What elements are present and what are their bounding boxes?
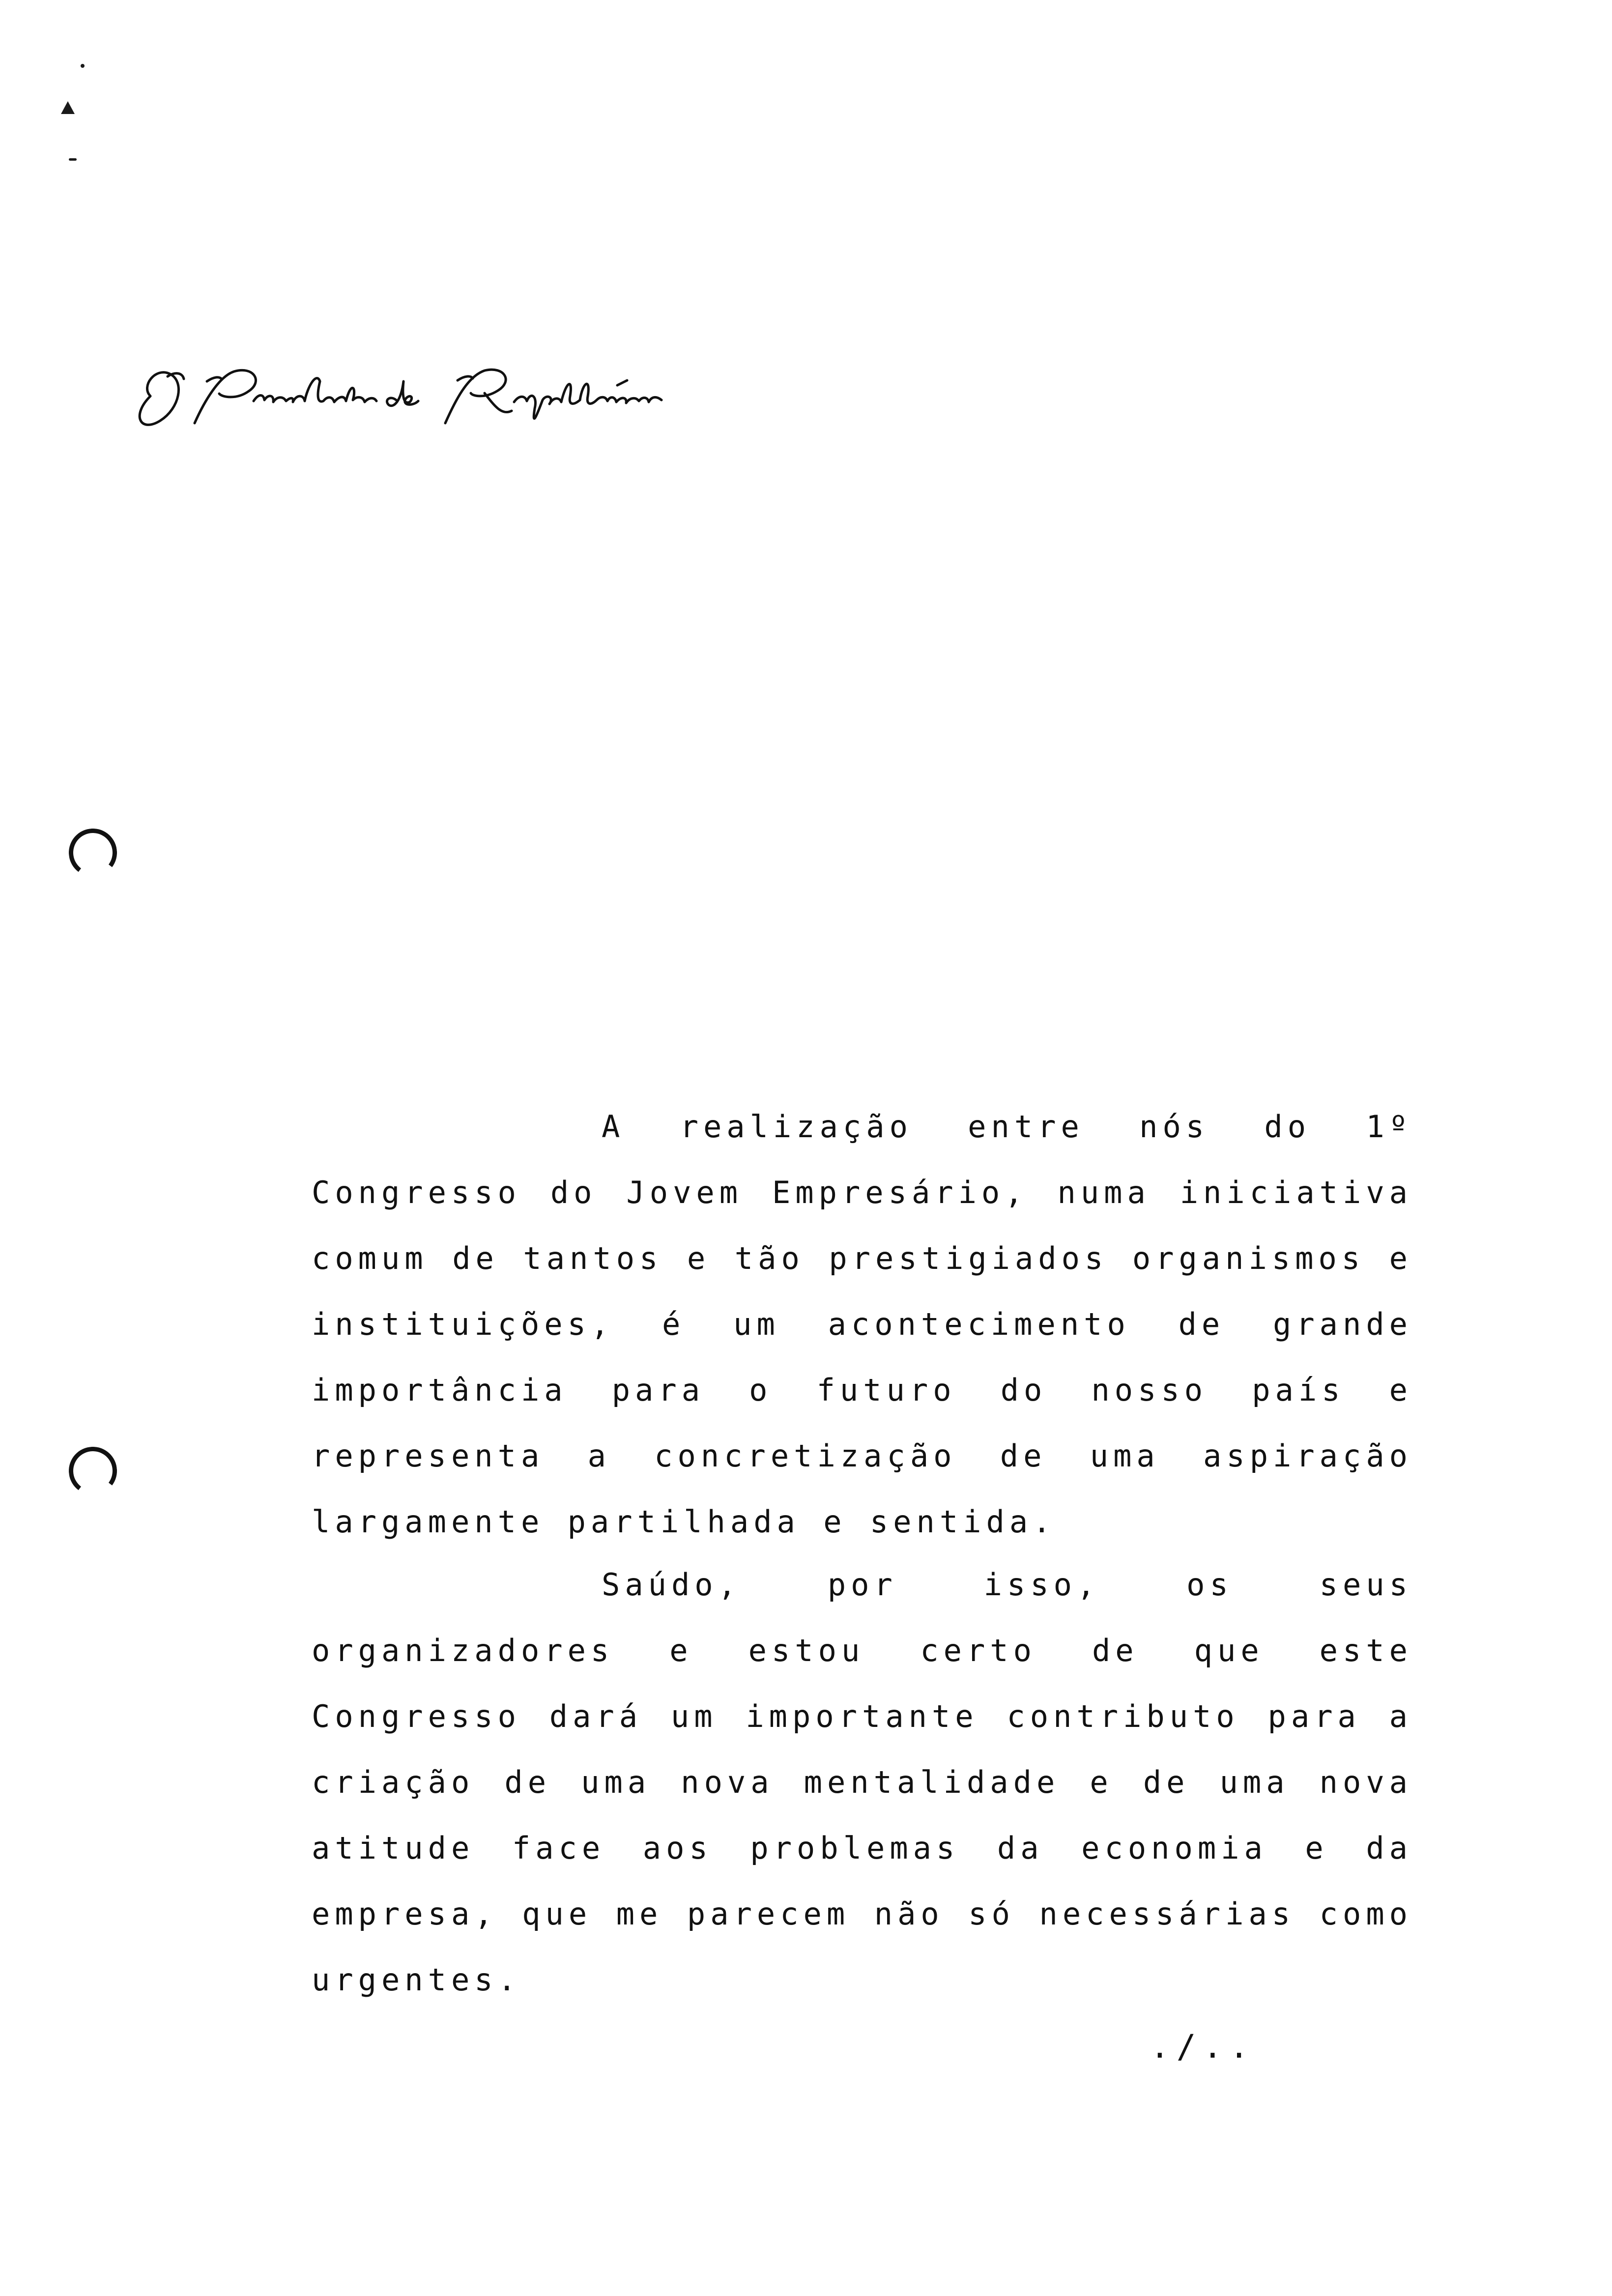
scan-mark-triangle	[61, 101, 75, 114]
paragraph-2: Saúdo, por isso, os seus organizadores e estou certo de que este Congresso dará um importante contributo para a criação de uma nova mentalidade e de uma nova atitude face aos problemas da economia e da empresa, que me parecem não só necessárias como urgentes.	[312, 1567, 1412, 1998]
paragraph-1: A realização entre nós do 1º Congresso do Jovem Empresário, numa iniciativa comum de tantos e tão prestigiados organismos e instituições, é um acontecimento de grande importância para o futuro do nosso país e representa a concretização de uma aspiração largamente partilhada e sentida.	[312, 1109, 1412, 1540]
scan-mark-dot	[81, 64, 85, 68]
punch-hole-mark	[66, 826, 120, 880]
punch-hole-mark	[66, 1444, 120, 1498]
continuation-mark: ./..	[1150, 2028, 1256, 2066]
letterhead-script-graphic	[121, 342, 740, 435]
letterhead-script	[121, 342, 740, 435]
scan-mark-dash	[69, 158, 77, 161]
